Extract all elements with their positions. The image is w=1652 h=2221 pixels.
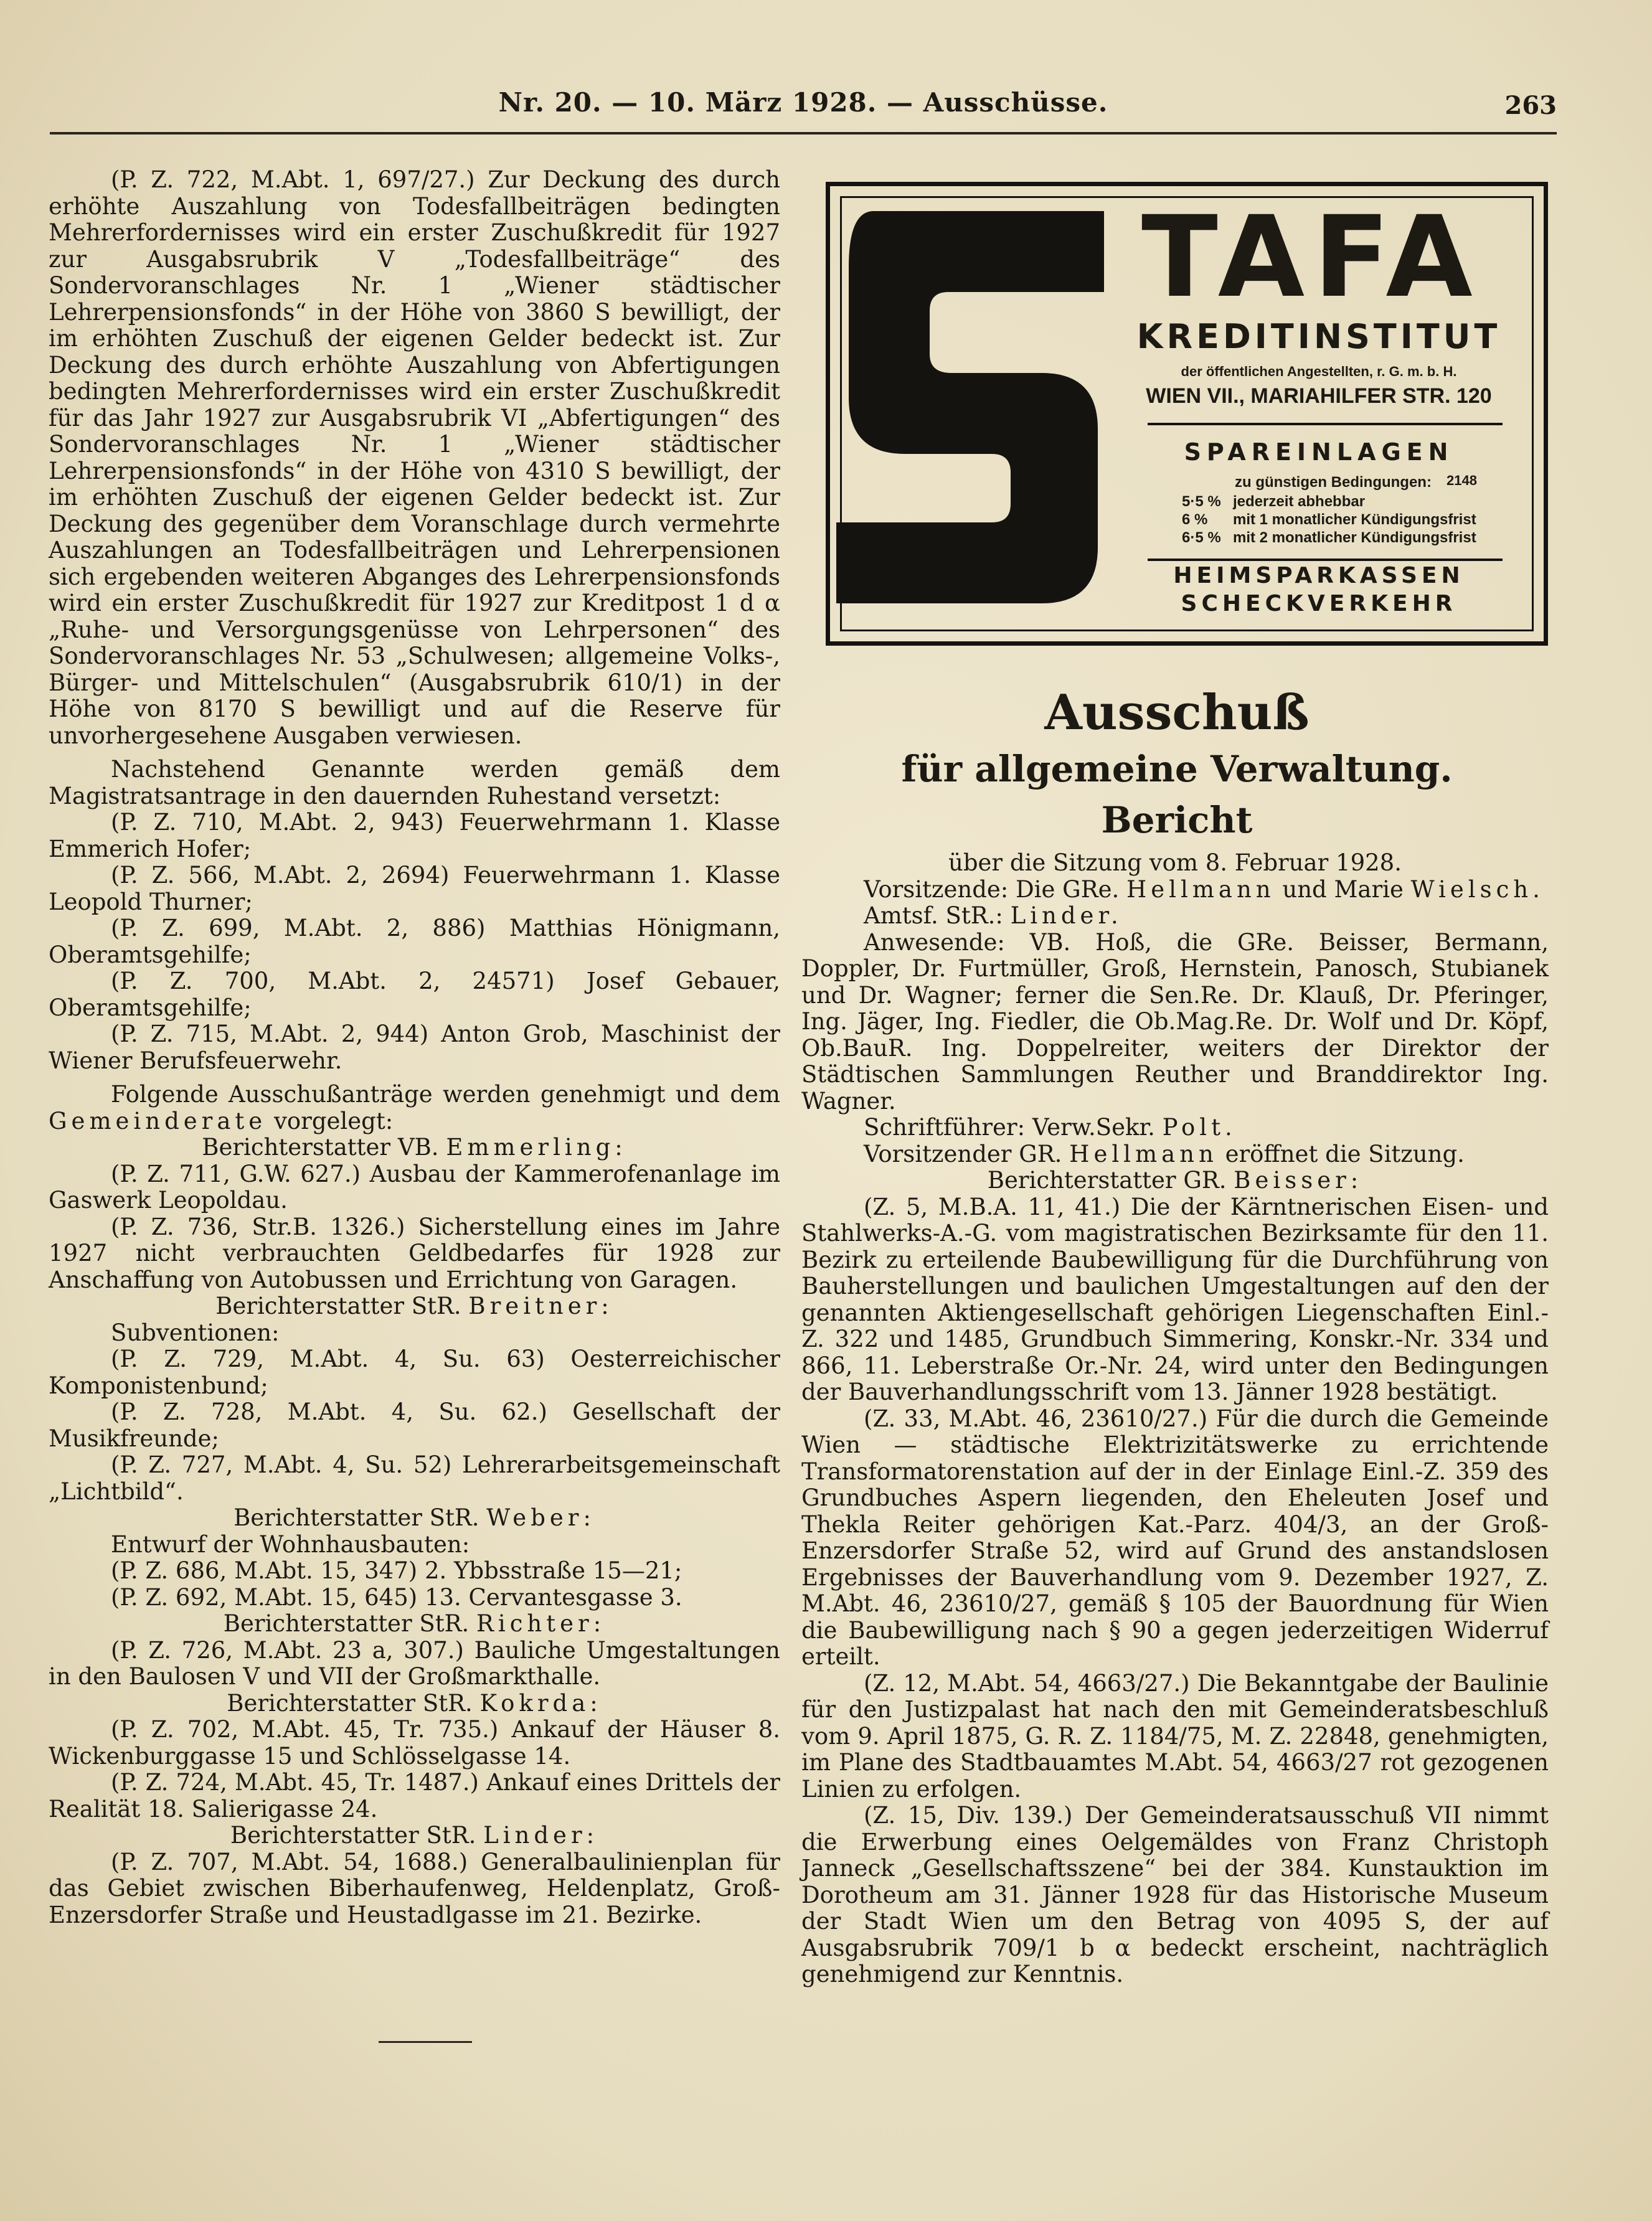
rate-row: 5·5 % jederzeit abhebbar — [1182, 493, 1366, 510]
paragraph-motions-intro: Folgende Ausschußanträge werden genehmigt und dem Gemeinderate vorgelegt: — [49, 1081, 780, 1134]
motion-entry: (P. Z. 729, M.Abt. 4, Su. 63) Oesterreichischer Komponistenbund; — [49, 1346, 780, 1399]
motion-entry: (P. Z. 702, M.Abt. 45, Tr. 735.) Ankauf der Häuser 8. Wickenburggasse 15 und Schlösselgasse 14. — [49, 1716, 780, 1770]
page-header — [50, 87, 1557, 131]
attendees: Anwesende: VB. Hoß, die GRe. Beisser, Bermann, Doppler, Dr. Furtmüller, Groß, Hernstein, Panosch, Stubianek und Dr. Wagner; ferner die Sen.Re. Dr. Klauß, Dr. Pferinger, Ing. Jäger, Ing. Fiedler, die Ob.Mag.Re. Dr. Wolf und Dr. Köpf, Ob.BauR. Ing. Doppelreiter, weiters der Direktor der Städtischen Sammlungen Reuther und Branddirektor Ing. Wagner. — [801, 928, 1549, 1115]
motion-entry: (P. Z. 736, Str.B. 1326.) Sicherstellung eines im Jahre 1927 nicht verbrauchten Geldbedarfes für 1928 zur Anschaffung von Autobussen und Errichtung von Garagen. — [49, 1213, 780, 1293]
end-rule — [379, 2041, 472, 2043]
subsection-label: Subventionen: — [111, 1319, 280, 1346]
motion-entry: (P. Z. 711, G.W. 627.) Ausbau der Kammerofenanlage im Gaswerk Leopoldau. — [49, 1160, 780, 1214]
retirement-entry: (P. Z. 700, M.Abt. 2, 24571) Josef Gebauer, Oberamtsgehilfe; — [49, 968, 780, 1021]
ad-conditions: zu günstigen Bedingungen: — [1235, 474, 1432, 491]
ad-line-scheckverkehr: SCHECKVERKEHR — [1181, 591, 1457, 616]
ad-address: WIEN VII., MARIAHILFER STR. 120 — [1146, 384, 1492, 408]
rapporteur-heading: Berichterstatter VB. Emmerling: — [202, 1134, 627, 1161]
page-number: 263 — [1504, 91, 1557, 120]
ad-line-heimsparkassen: HEIMSPARKASSEN — [1173, 563, 1465, 588]
ad-separator — [1148, 423, 1503, 425]
motion-entry: (P. Z. 707, M.Abt. 54, 1688.) Generalbaulinienplan für das Gebiet zwischen Biberhaufenweg, Heldenplatz, Groß-Enzersdorfer Straße und Heustadlgasse im 21. Bezirke. — [49, 1848, 780, 1928]
ad-small-text: der öffentlichen Angestellten, r. G. m. b. H. — [1181, 364, 1457, 379]
header-title: Nr. 20. — 10. März 1928. — Ausschüsse. — [498, 87, 1108, 118]
advertisement — [826, 182, 1548, 646]
agenda-item: (Z. 15, Div. 139.) Der Gemeinderatsausschuß VII nimmt die Erwerbung eines Oelgemäldes von Franz Christoph Janneck „Gesellschaftsszene“ bei der 384. Kunstauktion im Dorotheum am 31. Jänner 1928 für das Historische Museum der Stadt Wien um den Betrag von 4095 S, der auf Ausgabsrubrik 709/1 b α bedeckt erscheint, nachträglich genehmigend zur Kenntnis. — [801, 1802, 1549, 1988]
retirement-entry: (P. Z. 566, M.Abt. 2, 2694) Feuerwehrmann 1. Klasse Leopold Thurner; — [49, 862, 780, 915]
big-s-letter — [836, 211, 1104, 603]
report-title: Bericht — [1101, 799, 1253, 841]
ad-savings: SPAREINLAGEN — [1184, 438, 1454, 466]
agenda-item: (Z. 33, M.Abt. 46, 23610/27.) Für die durch die Gemeinde Wien — städtische Elektrizitätswerke zu errichtende Transformatorenstation auf der in der Einlage Einl.-Z. 359 des Grundbuches Aspern liegenden, den Eheleuten Josef und Thekla Reiter gehörigen Kat.-Parz. 404/3, an der Groß-Enzersdorfer Straße 52, wird auf Grund des anstandslosen Ergebnisses der Bauverhandlung vom 9. Dezember 1927, Z. M.Abt. 46, 23610/27, gemäß § 105 der Bauordnung für Wien die Baubewilligung nach § 90 a gegen jederzeitigen Widerruf erteilt. — [801, 1405, 1549, 1670]
retirement-entry: (P. Z. 715, M.Abt. 2, 944) Anton Grob, Maschinist der Wiener Berufsfeuerwehr. — [49, 1021, 780, 1074]
rate-row: 6 % mit 1 monatlicher Kündigungsfrist — [1182, 511, 1476, 528]
chairs: Vorsitzende: Die GRe. Hellmann und Marie Wielsch. — [864, 875, 1544, 903]
motion-entry: (P. Z. 724, M.Abt. 45, Tr. 1487.) Ankauf eines Drittels der Realität 18. Salierigasse 24. — [49, 1769, 780, 1823]
paragraph-retirement-intro: Nachstehend Genannte werden gemäß dem Magistratsantrage in den dauernden Ruhestand versetzt: — [49, 756, 780, 809]
ad-code: 2148 — [1447, 473, 1477, 488]
agenda-item: (Z. 12, M.Abt. 54, 4663/27.) Die Bekanntgabe der Baulinie für den Justizpalast hat nach den mit Gemeinderatsbeschluß vom 9. April 1875, G. R. Z. 1184/75, M. Z. 22848, genehmigten, im Plane des Stadtbauamtes M.Abt. 54, 4663/27 rot gezogenen Linien zu erfolgen. — [801, 1669, 1549, 1803]
motion-entry: (P. Z. 727, M.Abt. 4, Su. 52) Lehrerarbeitsgemeinschaft „Lichtbild“. — [49, 1451, 780, 1505]
meeting-date: über die Sitzung vom 8. Februar 1928. — [948, 849, 1402, 876]
motion-entry: (P. Z. 692, M.Abt. 15, 645) 13. Cervantesgasse 3. — [111, 1583, 682, 1611]
motion-entry: (P. Z. 726, M.Abt. 23 a, 307.) Bauliche Umgestaltungen in den Baulosen V und VII der Großmarkthalle. — [49, 1636, 780, 1690]
ad-separator — [1148, 559, 1503, 561]
secretary: Schriftführer: Verw.Sekr. Polt. — [864, 1114, 1237, 1141]
ad-subtitle: KREDITINSTITUT — [1136, 317, 1501, 356]
subsection-label: Entwurf der Wohnhausbauten: — [111, 1530, 470, 1558]
rapporteur-heading: Berichterstatter StR. Weber: — [234, 1504, 595, 1531]
rate-row: 6·5 % mit 2 monatlicher Kündigungsfrist — [1182, 529, 1476, 546]
header-rule — [50, 132, 1557, 134]
motion-entry: (P. Z. 686, M.Abt. 15, 347) 2. Ybbsstraße 15—21; — [111, 1557, 682, 1584]
rapporteur-heading: Berichterstatter StR. Breitner: — [215, 1293, 613, 1319]
opening: Vorsitzender GR. Hellmann eröffnet die Sitzung. — [864, 1140, 1465, 1167]
right-column — [801, 850, 1549, 1988]
section-subtitle: für allgemeine Verwaltung. — [901, 748, 1453, 790]
left-column — [49, 167, 780, 1928]
section-title: Ausschuß — [1044, 684, 1310, 741]
retirement-entry: (P. Z. 699, M.Abt. 2, 886) Matthias Hönigmann, Oberamtsgehilfe; — [49, 915, 780, 968]
motion-entry: (P. Z. 728, M.Abt. 4, Su. 62.) Gesellschaft der Musikfreunde; — [49, 1398, 780, 1452]
agenda-item: (Z. 5, M.B.A. 11, 41.) Die der Kärntnerischen Eisen- und Stahlwerks-A.-G. vom magistratischen Bezirksamte für den 11. Bezirk zu erteilende Baubewilligung für die Durchführung von Bauherstellungen und baulichen Umgestaltungen auf den der genannten Aktiengesellschaft gehörigen Liegenschaften Einl.-Z. 322 und 1485, Grundbuch Simmering, Konskr.-Nr. 334 und 866, 11. Leberstraße Or.-Nr. 24, wird unter den Bedingungen der Bauverhandlungsschrift vom 13. Jänner 1928 bestätigt. — [801, 1193, 1549, 1405]
rapporteur-heading: Berichterstatter StR. Richter: — [223, 1610, 606, 1637]
rapporteur-heading: Berichterstatter StR. Kokrda: — [227, 1689, 602, 1717]
rapporteur-heading: Berichterstatter StR. Linder: — [230, 1822, 599, 1849]
official: Amtsf. StR.: Linder. — [864, 902, 1123, 929]
rapporteur-heading: Berichterstatter GR. Beisser: — [987, 1167, 1363, 1194]
paragraph-credit: (P. Z. 722, M.Abt. 1, 697/27.) Zur Deckung des durch erhöhte Auszahlung von Todesfallbeiträgen bedingten Mehrerfordernisses wird ein erster Zuschußkredit für 1927 zur Ausgabsrubrik V „Todesfallbeiträge“ des Sondervoranschlages Nr. 1 „Wiener städtischer Lehrerpensionsfonds“ in der Höhe von 3860 S bewilligt, der im erhöhten Zuschuß der eigenen Gelder bedeckt ist. Zur Deckung des durch erhöhte Auszahlung von Abfertigungen bedingten Mehrerfordernisses wird ein erster Zuschußkredit für das Jahr 1927 zur Ausgabsrubrik VI „Abfertigungen“ des Sondervoranschlages Nr. 1 „Wiener städtischer Lehrerpensionsfonds“ in der Höhe von 4310 S bewilligt, der im erhöhten Zuschuß der eigenen Gelder bedeckt ist. Zur Deckung des gegenüber dem Voranschlage durch vermehrte Auszahlungen an Todesfallbeiträgen und Lehrerpensionen sich ergebenden weiteren Abganges des Lehrerpensionsfonds wird ein erster Zuschußkredit für 1927 zur Kreditpost 1 d α „Ruhe- und Versorgungsgenüsse von Lehrpersonen“ des Sondervoranschlages Nr. 53 „Schulwesen; allgemeine Volks-, Bürger- und Mittelschulen“ (Ausgabsrubrik 610/1) in der Höhe von 8170 S bewilligt und auf die Reserve für unvorhergesehene Ausgaben verwiesen. — [49, 166, 780, 749]
retirement-entry: (P. Z. 710, M.Abt. 2, 943) Feuerwehrmann 1. Klasse Emmerich Hofer; — [49, 809, 780, 862]
ad-brand: TAFA — [1141, 192, 1481, 323]
ad-rates — [1182, 493, 1476, 547]
